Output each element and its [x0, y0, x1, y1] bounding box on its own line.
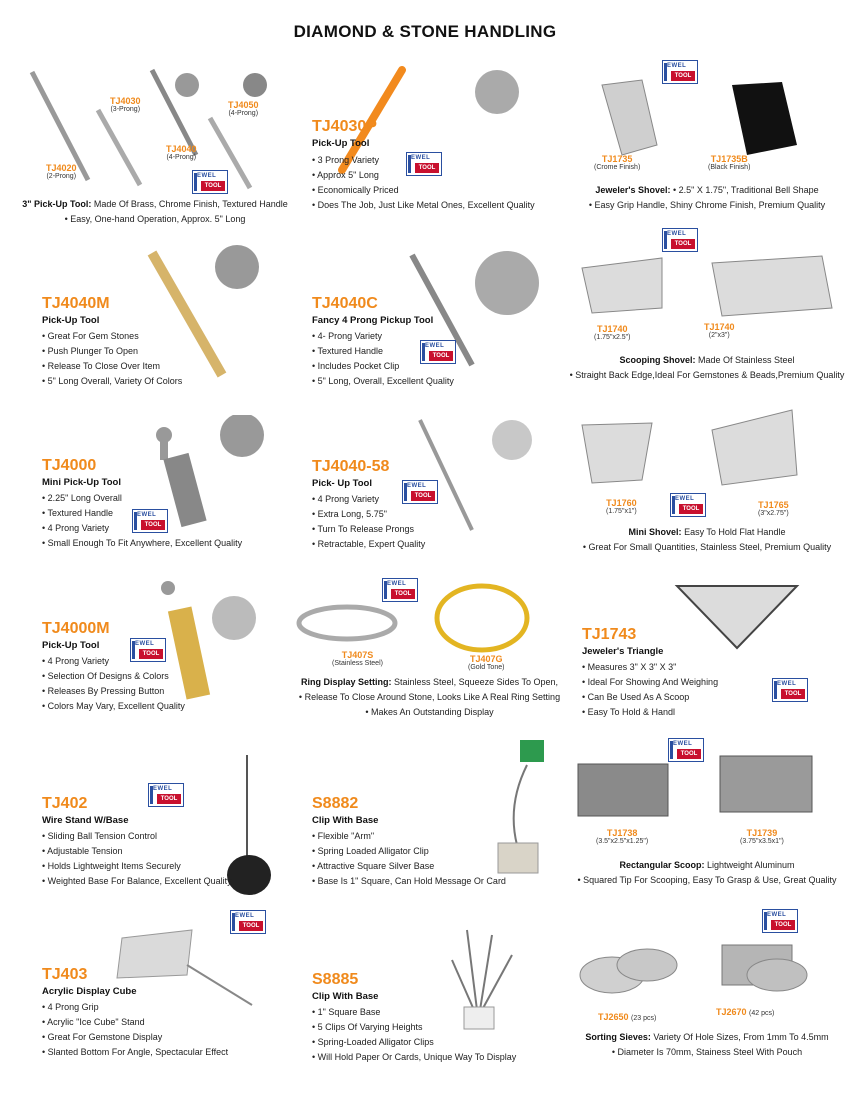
feature-item: • Acrylic "Ice Cube" Stand: [42, 1015, 228, 1030]
feature-item: • Flexible "Arm": [312, 829, 506, 844]
feature-item: • Great For Gemstone Display: [42, 1030, 228, 1045]
feature-list: [42, 829, 232, 889]
code-tj407g: TJ407G (Gold Tone): [468, 654, 505, 671]
product-tj2650-group: [572, 905, 842, 1070]
product-tj1735-group: [572, 60, 842, 225]
rectangular-scoop-image: [572, 738, 842, 828]
code-tj1735b: TJ1735B (Black Finish): [708, 154, 751, 171]
product-subtitle: Pick-Up Tool: [312, 138, 370, 149]
jewel-tool-logo: EWEL TOOL: [406, 152, 442, 176]
feature-item: • Economically Priced: [312, 183, 535, 198]
feature-item: • Extra Long, 5.75": [312, 507, 425, 522]
jewel-tool-logo: EWEL TOOL: [132, 509, 168, 533]
product-code: TJ4040C: [312, 295, 378, 312]
ring-display-image: [292, 578, 567, 658]
product-tj1740-group: [569, 228, 845, 393]
feature-item: • Colors May Vary, Excellent Quality: [42, 699, 185, 714]
feature-item: • Turn To Release Prongs: [312, 522, 425, 537]
jewelers-shovel-image: [572, 60, 842, 160]
product-tj4040-58: [312, 412, 582, 577]
feature-item: • Spring-Loaded Alligator Clips: [312, 1035, 516, 1050]
feature-item: • 4- Prong Variety: [312, 329, 454, 344]
product-code: TJ403: [42, 966, 88, 983]
product-tj403: [42, 910, 312, 1075]
product-subtitle: Wire Stand W/Base: [42, 815, 129, 826]
product-code: TJ4000M: [42, 620, 110, 637]
product-tj1743: [582, 578, 850, 743]
feature-item: • Spring Loaded Alligator Clip: [312, 844, 506, 859]
product-subtitle: Pick- Up Tool: [312, 478, 372, 489]
feature-item: • Selection Of Designs & Colors: [42, 669, 185, 684]
feature-item: • Great For Gem Stones: [42, 329, 182, 344]
feature-item: • 5" Long Overall, Variety Of Colors: [42, 374, 182, 389]
product-description: Jeweler's Shovel: • 2.5" X 1.75", Traditional Bell Shape • Easy Grip Handle, Shiny Chrome Finish, Premium Quality: [588, 185, 826, 210]
product-tj4000m: [42, 578, 312, 743]
sorting-sieves-image: [572, 905, 842, 1015]
feature-item: • Push Plunger To Open: [42, 344, 182, 359]
feature-list: [582, 660, 718, 720]
product-code: TJ402: [42, 795, 88, 812]
product-tj4000: [42, 415, 312, 580]
product-tj4040c: [312, 245, 582, 410]
feature-item: • Holds Lightweight Items Securely: [42, 859, 232, 874]
code-tj1739: TJ1739 (3.75"x3.5x1"): [740, 828, 784, 845]
code-tj2650: TJ2650 (23 pcs): [598, 1012, 657, 1022]
feature-item: • 1" Square Base: [312, 1005, 516, 1020]
code-tj4030: TJ4030 (3-Prong): [110, 96, 141, 113]
product-code: TJ4000: [42, 457, 97, 474]
feature-item: • Sliding Ball Tension Control: [42, 829, 232, 844]
feature-list: [42, 329, 182, 389]
product-code: S8882: [312, 795, 359, 812]
jewel-tool-logo: EWEL TOOL: [662, 228, 698, 252]
product-subtitle: Jeweler's Triangle: [582, 646, 664, 657]
feature-item: • Ideal For Showing And Weighing: [582, 675, 718, 690]
product-description: Sorting Sieves: Variety Of Hole Sizes, From 1mm To 4.5mm • Diameter Is 70mm, Stainess Steel With Pouch: [585, 1032, 829, 1057]
product-subtitle: Clip With Base: [312, 815, 379, 826]
feature-item: • Includes Pocket Clip: [312, 359, 454, 374]
product-code: TJ4040-58: [312, 458, 390, 475]
feature-item: • Will Hold Paper Or Cards, Unique Way To Display: [312, 1050, 516, 1065]
product-subtitle: Fancy 4 Prong Pickup Tool: [312, 315, 434, 326]
product-tj402: [42, 745, 312, 910]
jewel-tool-logo: EWEL TOOL: [420, 340, 456, 364]
product-subtitle: Pick-Up Tool: [42, 315, 100, 326]
product-subtitle: Clip With Base: [312, 991, 379, 1002]
feature-item: • Small Enough To Fit Anywhere, Excellent Quality: [42, 536, 242, 551]
feature-item: • 4 Prong Grip: [42, 1000, 228, 1015]
feature-item: • Attractive Square Silver Base: [312, 859, 506, 874]
feature-list: [42, 654, 185, 714]
code-tj1760: TJ1760 (1.75"x1"): [606, 498, 637, 515]
feature-item: • 2.25" Long Overall: [42, 491, 242, 506]
product-description: 3" Pick-Up Tool: Made Of Brass, Chrome Finish, Textured Handle • Easy, One-hand Operation, Approx. 5" Long: [22, 199, 288, 224]
product-subtitle: Pick-Up Tool: [42, 640, 100, 651]
mini-shovel-image: [572, 405, 842, 495]
product-s8885: [312, 915, 582, 1080]
code-tj2670: TJ2670 (42 pcs): [716, 1007, 775, 1017]
feature-item: • 5 Clips Of Varying Heights: [312, 1020, 516, 1035]
feature-item: • 5" Long, Overall, Excellent Quality: [312, 374, 454, 389]
feature-item: • 4 Prong Variety: [312, 492, 425, 507]
code-tj4040: TJ4040 (4-Prong): [166, 144, 197, 161]
feature-item: • Slanted Bottom For Angle, Spectacular Effect: [42, 1045, 228, 1060]
jewel-tool-logo: EWEL TOOL: [670, 493, 706, 517]
feature-item: • Approx 5" Long: [312, 168, 535, 183]
feature-item: • Measures 3" X 3" X 3": [582, 660, 718, 675]
feature-item: • Base Is 1" Square, Can Hold Message Or Card: [312, 874, 506, 889]
feature-item: • Release To Close Over Item: [42, 359, 182, 374]
feature-item: • Easy To Hold & Handl: [582, 705, 718, 720]
product-code: S8885: [312, 971, 359, 988]
product-code: TJ4040M: [42, 295, 110, 312]
jewel-tool-logo: EWEL TOOL: [402, 480, 438, 504]
jewel-tool-logo: EWEL TOOL: [668, 738, 704, 762]
feature-list: [42, 1000, 228, 1060]
feature-item: • Does The Job, Just Like Metal Ones, Excellent Quality: [312, 198, 535, 213]
feature-item: • 4 Prong Variety: [42, 521, 242, 536]
jewel-tool-logo: EWEL TOOL: [772, 678, 808, 702]
feature-list: [312, 829, 506, 889]
product-code: TJ1743: [582, 626, 637, 643]
code-tj407s: TJ407S (Stainless Steel): [332, 650, 383, 667]
jewel-tool-logo: EWEL TOOL: [662, 60, 698, 84]
product-tj1738-group: [572, 738, 842, 903]
product-code: TJ4030P: [312, 118, 377, 135]
product-tj1760-group: [572, 405, 842, 570]
product-description: Scooping Shovel: Made Of Stainless Steel • Straight Back Edge,Ideal For Gemstones & Beads,Premium Quality: [569, 355, 845, 380]
code-tj1738: TJ1738 (3.5"x2.5"x1.25"): [596, 828, 649, 845]
feature-item: • Textured Handle: [42, 506, 242, 521]
jewel-tool-logo: EWEL TOOL: [148, 783, 184, 807]
product-tj4030p: [312, 60, 582, 225]
product-description: Rectangular Scoop: Lightweight Aluminum • Squared Tip For Scooping, Easy To Grasp & Use, Great Quality: [577, 860, 837, 885]
jewel-tool-logo: EWEL TOOL: [230, 910, 266, 934]
product-subtitle: Mini Pick-Up Tool: [42, 477, 121, 488]
code-tj1735: TJ1735 (Crome Finish): [594, 154, 641, 171]
feature-item: • Retractable, Expert Quality: [312, 537, 425, 552]
feature-item: • Releases By Pressing Button: [42, 684, 185, 699]
feature-item: • 4 Prong Variety: [42, 654, 185, 669]
product-tj407-group: [292, 578, 562, 743]
code-tj1740-large: TJ1740 (2"x3"): [704, 322, 735, 339]
page-title: DIAMOND & STONE HANDLING: [293, 22, 557, 41]
feature-item: • Textured Handle: [312, 344, 454, 359]
product-description: Ring Display Setting: Stainless Steel, Squeeze Sides To Open, • Release To Close Around Stone, Looks Like A Real Ring Setting • Makes An Outstanding Display: [298, 677, 561, 717]
feature-item: • Adjustable Tension: [42, 844, 232, 859]
code-tj1740-small: TJ1740 (1.75"x2.5"): [594, 324, 631, 341]
product-tj4020-group: [20, 60, 290, 225]
product-s8882: [312, 735, 582, 900]
pickup-tools-image: [20, 60, 290, 205]
feature-item: • Weighted Base For Balance, Excellent Quality: [42, 874, 232, 889]
jewel-tool-logo: EWEL TOOL: [130, 638, 166, 662]
code-tj4020: TJ4020 (2-Prong): [46, 163, 77, 180]
jewel-tool-logo: EWEL TOOL: [382, 578, 418, 602]
jewel-tool-logo: EWEL TOOL: [762, 909, 798, 933]
product-tj4040m: [42, 245, 312, 410]
code-tj4050: TJ4050 (4-Prong): [228, 100, 259, 117]
product-description: Mini Shovel: Easy To Hold Flat Handle • Great For Small Quantities, Stainless Steel, Premium Quality: [582, 527, 832, 552]
feature-list: [312, 1005, 516, 1065]
feature-item: • 3 Prong Variety: [312, 153, 535, 168]
feature-item: • Can Be Used As A Scoop: [582, 690, 718, 705]
jewel-tool-logo: EWEL TOOL: [192, 170, 228, 194]
product-subtitle: Acrylic Display Cube: [42, 986, 137, 997]
code-tj1765: TJ1765 (3"x2.75"): [758, 500, 789, 517]
scooping-shovel-image: [572, 228, 842, 328]
